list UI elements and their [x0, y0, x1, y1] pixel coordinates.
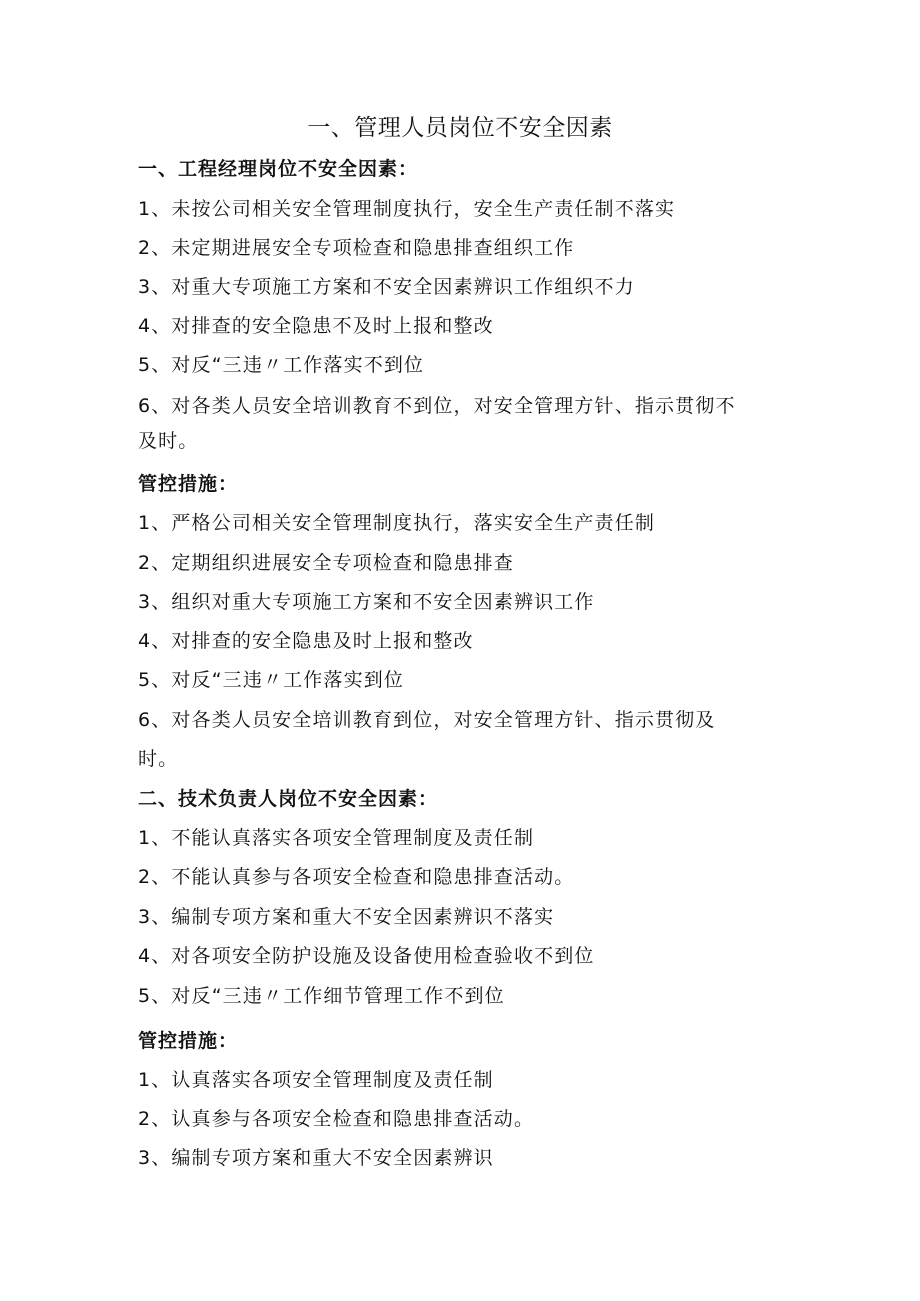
section-1-measure-3: 3、组织对重大专项施工方案和不安全因素辨识工作 — [138, 591, 595, 613]
section-2-item-3: 3、编制专项方案和重大不安全因素辨识不落实 — [138, 906, 555, 928]
section-1-item-3: 3、对重大专项施工方案和不安全因素辨识工作组织不力 — [138, 276, 635, 298]
section-1-measure-4: 4、对排查的安全隐患及时上报和整改 — [138, 630, 474, 652]
section-2-measures-heading: 管控措施： — [138, 1030, 239, 1052]
section-1-measure-2: 2、定期组织进展安全专项检查和隐患排查 — [138, 552, 514, 574]
section-1-measure-6: 6、对各类人员安全培训教育到位，对安全管理方针、指示贯彻及 — [138, 709, 716, 731]
section-2-measure-2: 2、认真参与各项安全检查和隐患排查活动。 — [138, 1108, 535, 1130]
section-1-item-4: 4、对排查的安全隐患不及时上报和整改 — [138, 315, 494, 337]
section-1-item-5: 5、对反“三违〃工作落实不到位 — [138, 354, 425, 376]
section-1-measure-5: 5、对反“三违〃工作落实到位 — [138, 669, 405, 691]
section-2-item-1: 1、不能认真落实各项安全管理制度及责任制 — [138, 827, 535, 849]
section-1-item-1: 1、未按公司相关安全管理制度执行，安全生产责任制不落实 — [138, 198, 676, 220]
section-1-item-2: 2、未定期进展安全专项检查和隐患排查组织工作 — [138, 237, 575, 259]
section-1-item-6: 6、对各类人员安全培训教育不到位，对安全管理方针、指示贯彻不 — [138, 395, 736, 417]
section-2-measure-3: 3、编制专项方案和重大不安全因素辨识 — [138, 1147, 494, 1169]
section-2-item-5: 5、对反“三违〃工作细节管理工作不到位 — [138, 985, 505, 1007]
section-2-item-2: 2、不能认真参与各项安全检查和隐患排查活动。 — [138, 866, 575, 888]
section-1-measure-1: 1、严格公司相关安全管理制度执行，落实安全生产责任制 — [138, 512, 655, 534]
section-2-item-4: 4、对各项安全防护设施及设备使用检查验收不到位 — [138, 945, 595, 967]
document-title: 一、管理人员岗位不安全因素 — [307, 115, 613, 141]
section-2-heading: 二、技术负责人岗位不安全因素： — [138, 788, 439, 810]
section-1-item-6-continued: 及时。 — [138, 430, 199, 452]
section-1-heading: 一、工程经理岗位不安全因素： — [138, 158, 419, 180]
section-1-measure-6-continued: 时。 — [138, 748, 179, 770]
section-2-measure-1: 1、认真落实各项安全管理制度及责任制 — [138, 1069, 494, 1091]
section-1-measures-heading: 管控措施： — [138, 473, 239, 495]
